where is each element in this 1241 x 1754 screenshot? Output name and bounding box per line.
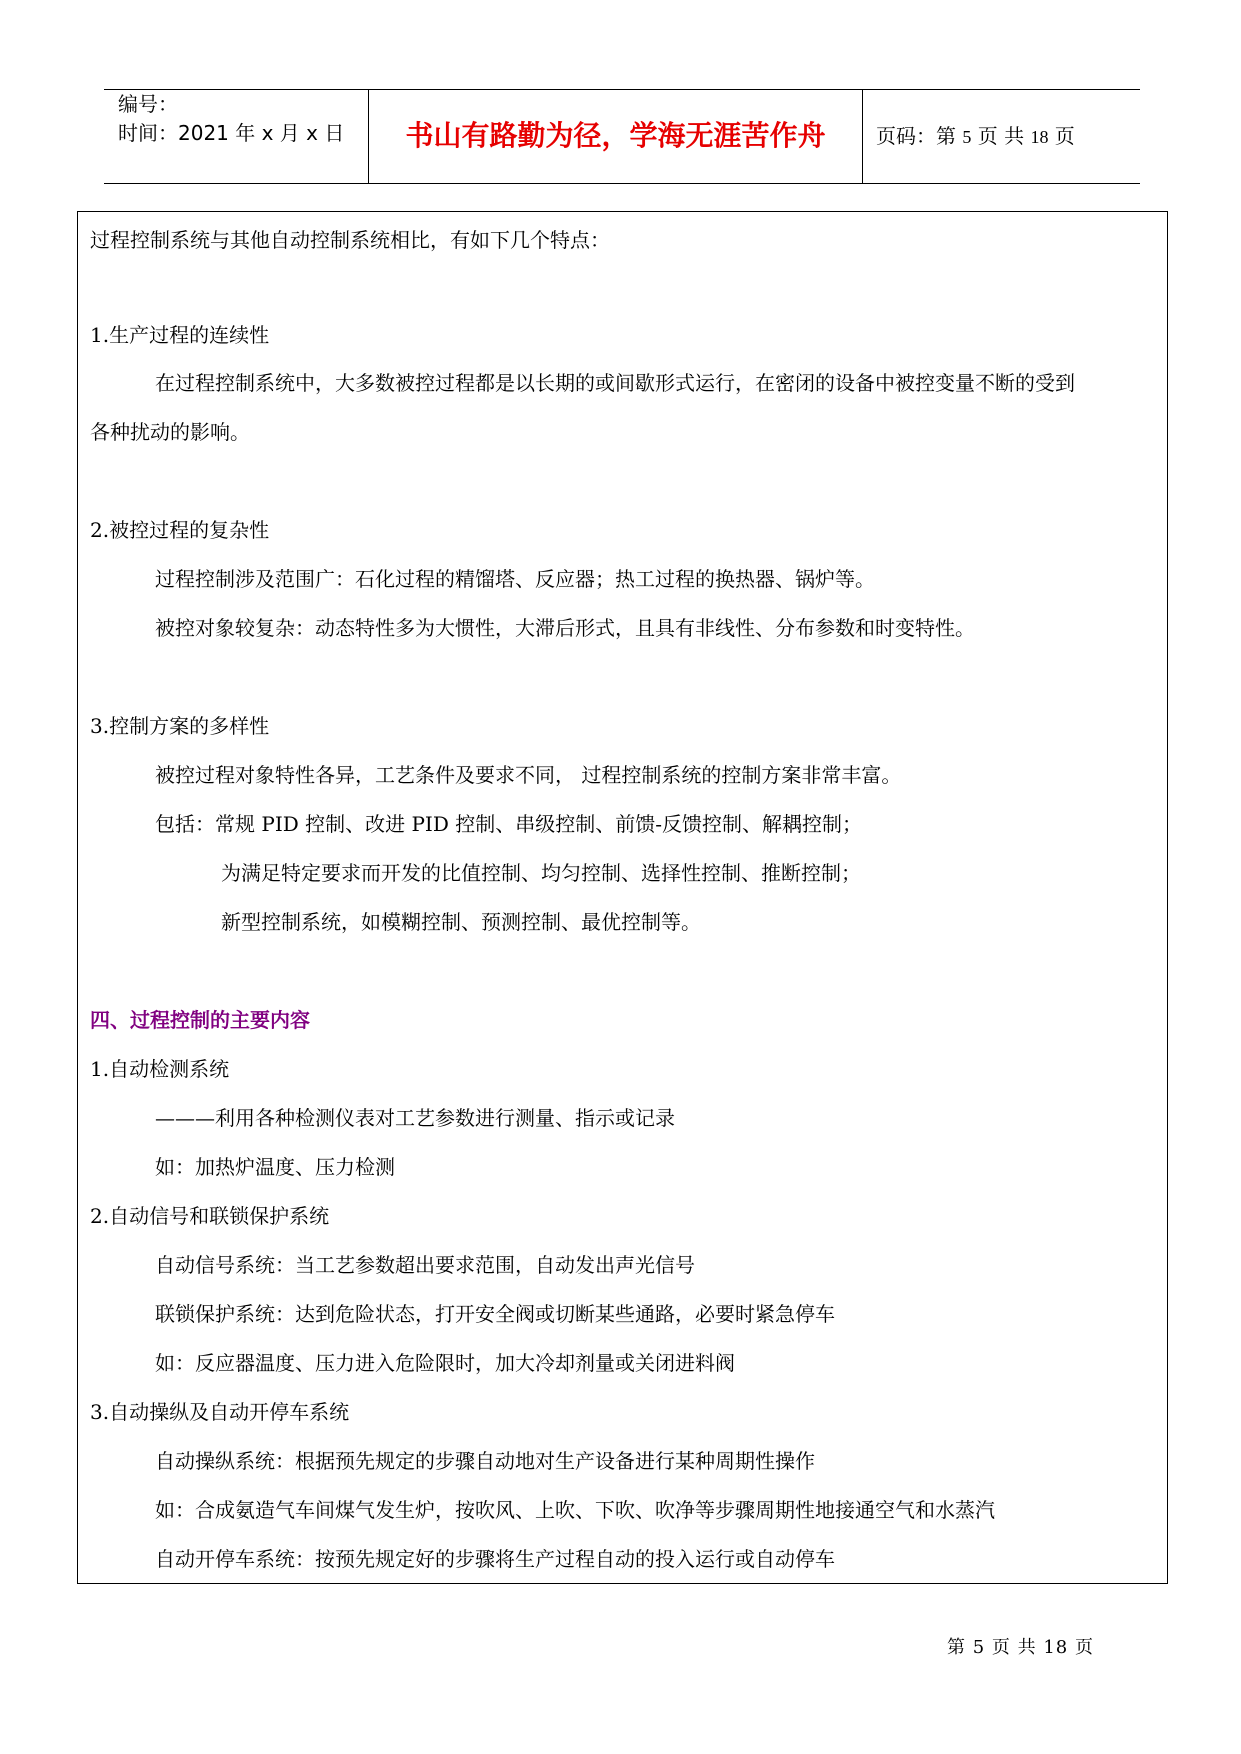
- page-total: 18: [1030, 127, 1049, 147]
- header-page-cell: [863, 90, 1140, 183]
- page-info: [876, 123, 1075, 150]
- paragraph-line: ———利用各种检测仪表对工艺参数进行测量、指示或记录: [155, 1106, 675, 1130]
- intro-text: 过程控制系统与其他自动控制系统相比，有如下几个特点：: [90, 228, 610, 252]
- page-label: 页码：第: [876, 124, 956, 148]
- subheading-complexity: 2.被控过程的复杂性: [90, 518, 270, 542]
- motto: 书山有路勤为径，学海无涯苦作舟: [405, 119, 826, 152]
- paragraph-line: 各种扰动的影响。: [90, 420, 250, 444]
- paragraph-line: 自动信号系统：当工艺参数超出要求范围，自动发出声光信号: [155, 1253, 695, 1277]
- paragraph-line: 在过程控制系统中，大多数被控过程都是以长期的或间歇形式运行，在密闭的设备中被控变量不断的受到: [155, 371, 1075, 395]
- subheading-detection: 1.自动检测系统: [90, 1057, 230, 1081]
- header-left-cell: [104, 90, 369, 183]
- time-label: 时间：2021 年 x 月 x 日: [118, 121, 345, 145]
- paragraph-line: 过程控制涉及范围广：石化过程的精馏塔、反应器；热工过程的换热器、锅炉等。: [155, 567, 875, 591]
- subheading-diversity: 3.控制方案的多样性: [90, 714, 270, 738]
- page-mid-label: 页 共: [977, 124, 1025, 148]
- paragraph-line: 新型控制系统，如模糊控制、预测控制、最优控制等。: [221, 910, 701, 934]
- page-footer: 第 5 页 共 18 页: [947, 1637, 1094, 1658]
- paragraph-line: 如：加热炉温度、压力检测: [155, 1155, 395, 1179]
- header-motto-cell: [369, 90, 863, 183]
- paragraph-line: 被控对象较复杂：动态特性多为大惯性，大滞后形式，且具有非线性、分布参数和时变特性。: [155, 616, 975, 640]
- paragraph-line: 自动操纵系统：根据预先规定的步骤自动地对生产设备进行某种周期性操作: [155, 1449, 815, 1473]
- paragraph-line: 如：反应器温度、压力进入危险限时，加大冷却剂量或关闭进料阀: [155, 1351, 735, 1375]
- section-heading: 四、过程控制的主要内容: [90, 1008, 310, 1032]
- paragraph-line: 包括：常规 PID 控制、改进 PID 控制、串级控制、前馈-反馈控制、解耦控制；: [155, 812, 862, 836]
- paragraph-line: 联锁保护系统：达到危险状态，打开安全阀或切断某些通路，必要时紧急停车: [155, 1302, 835, 1326]
- paragraph-line: 被控过程对象特性各异，工艺条件及要求不同， 过程控制系统的控制方案非常丰富。: [155, 763, 902, 787]
- document-header: [104, 89, 1140, 184]
- paragraph-line: 为满足特定要求而开发的比值控制、均匀控制、选择性控制、推断控制；: [221, 861, 861, 885]
- doc-number-label: 编号：: [118, 92, 178, 116]
- paragraph-line: 如：合成氨造气车间煤气发生炉，按吹风、上吹、下吹、吹净等步骤周期性地接通空气和水蒸汽: [155, 1498, 995, 1522]
- subheading-signal: 2.自动信号和联锁保护系统: [90, 1204, 330, 1228]
- subheading-continuity: 1.生产过程的连续性: [90, 323, 270, 347]
- content-box: [77, 211, 1168, 1584]
- page-number: 5: [962, 127, 972, 147]
- page-end-label: 页: [1054, 124, 1075, 148]
- subheading-operation: 3.自动操纵及自动开停车系统: [90, 1400, 350, 1424]
- paragraph-line: 自动开停车系统：按预先规定好的步骤将生产过程自动的投入运行或自动停车: [155, 1547, 835, 1571]
